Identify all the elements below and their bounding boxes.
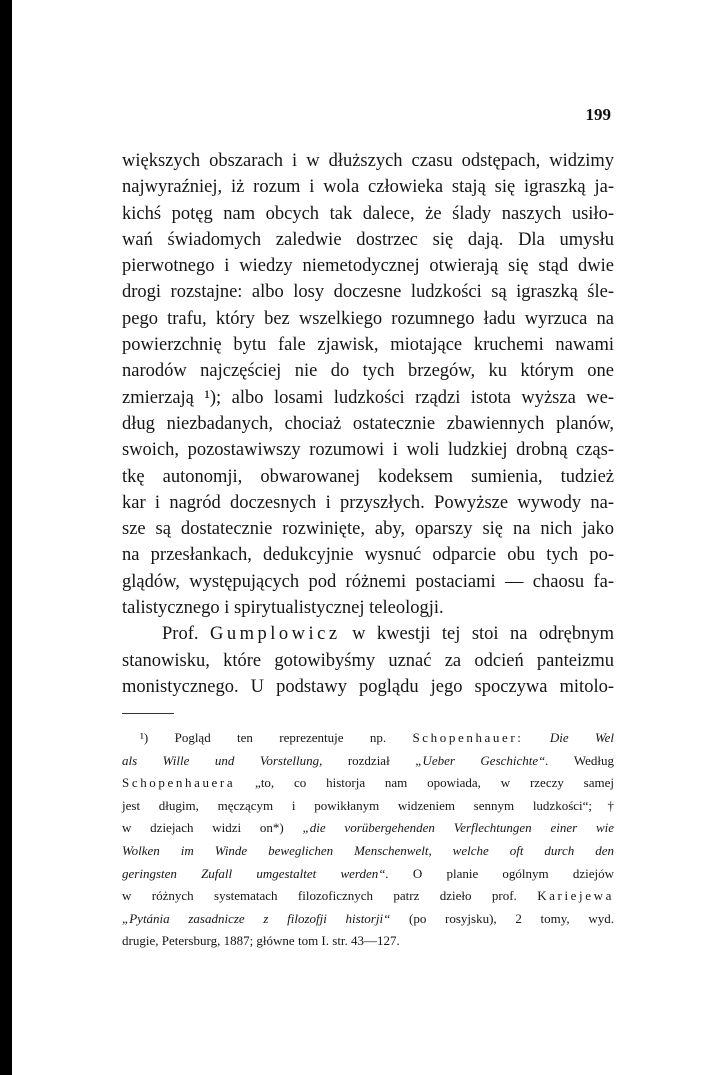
- text-segment: Pogląd ten reprezentuje np.: [174, 730, 387, 745]
- text-segment: w dziejach widzi on*): [122, 820, 284, 836]
- text-line: na przesłankach, dedukcyjnie wysnuć odparcie obu tych po-: [122, 545, 614, 566]
- italic-quote: Wolken im Winde beweglichen Menschenwelt, welche oft durch den: [122, 842, 614, 858]
- footnote-line: [122, 795, 614, 818]
- text-line: dług niezbadanych, chociaż ostatecznie zbawiennych planów,: [122, 413, 614, 434]
- text-line: najwyraźniej, iż rozum i wola człowieka stają się igraszką ja-: [122, 177, 614, 198]
- text-line: wań świadomych zaledwie dostrzec się dają. Dla umysłu: [122, 229, 614, 250]
- italic-quote: geringsten Zufall umgestaltet werden“.: [122, 865, 389, 881]
- text-line: kichś potęg nam obcych tak dalece, że ślady naszych usiło-: [122, 203, 614, 224]
- text-line: [122, 621, 614, 647]
- author-name-spaced: Schopenhauer:: [412, 730, 524, 745]
- footnote-line: [122, 885, 614, 908]
- text-line: powierzchnię bytu fale zjawisk, miotające kruchemi nawami: [122, 335, 614, 356]
- text-segment: drugie, Petersburg, 1887; główne tom I. str. 43—127.: [122, 933, 400, 949]
- footnote-line: [122, 817, 614, 840]
- text-line: zmierzają ¹); albo losami ludzkości rządzi istota wyższa we-: [122, 387, 614, 408]
- italic-quote: „die vorübergehenden Verflechtungen einer wie: [302, 820, 614, 836]
- footnote-line: [122, 727, 614, 750]
- main-text: [122, 148, 614, 700]
- text-line: pego trafu, który bez wszelkiego rozumnego ładu wyrzuca na: [122, 308, 614, 329]
- text-line: glądów, występujących pod różnemi postaciami — chaosu fa-: [122, 571, 614, 592]
- text-line: drogi rozstajne: albo losy doczesne ludzkości są igraszką śle-: [122, 282, 614, 303]
- text-segment: Prof.: [162, 624, 199, 645]
- author-name-spaced: Schopenhauera: [122, 775, 236, 791]
- author-name-spaced: Gumplowicz: [210, 624, 341, 645]
- footnote-line: [122, 863, 614, 886]
- text-line: pierwotnego i wiedzy niemetodycznej otwierają się stąd dwie: [122, 256, 614, 277]
- footnote-line: [122, 930, 614, 953]
- text-segment: w kwestji tej stoi na odrębnym: [352, 624, 615, 645]
- text-segment: rozdział: [347, 752, 390, 768]
- footnote: [122, 727, 614, 953]
- italic-title: als Wille und Vorstellung,: [122, 752, 323, 768]
- text-line: stanowisku, które gotowibyśmy uznać za odcień panteizmu: [122, 650, 614, 671]
- italic-title: „Pytánia zasadnicze z filozofji historji“: [122, 910, 391, 926]
- italic-title: „Ueber Geschichte“.: [415, 752, 549, 768]
- text-line: sze są dostatecznie rozwinięte, aby, oparszy się na nich jako: [122, 519, 614, 540]
- text-line: monistycznego. U podstawy poglądu jego spoczywa mitolo-: [122, 676, 614, 697]
- text-segment: w różnych systematach filozoficznych patrz dzieło prof.: [122, 888, 517, 904]
- text-segment: (po rosyjsku), 2 tomy, wyd.: [409, 910, 614, 926]
- footnote-line: [122, 772, 614, 795]
- italic-title: Die Wel: [549, 730, 615, 745]
- text-line: kar i nagród doczesnych i przyszłych. Powyższe wywody na-: [122, 492, 614, 513]
- text-line: talistycznego i spirytualistycznej teleologji.: [122, 598, 444, 619]
- author-name-spaced: Kariejewa: [537, 888, 614, 904]
- footnote-line: [122, 840, 614, 863]
- footnote-separator: [122, 713, 174, 714]
- text-segment: „to, co historja nam opowiada, w rzeczy samej: [255, 775, 615, 791]
- page-number: 199: [585, 105, 611, 124]
- text-line: narodów najczęściej nie do tych brzegów, ku którym one: [122, 361, 614, 382]
- text-line: większych obszarach i w dłuższych czasu odstępach, widzimy: [122, 151, 614, 171]
- text-line: swoich, pozostawiwszy rozumowi i woli ludzkiej drobną cząs-: [122, 440, 614, 461]
- text-segment: jest długim, męczącym i powikłanym widzeniem sennym ludzkości“;†: [122, 797, 614, 813]
- text-segment: Według: [573, 752, 615, 768]
- text-segment: O planie ogólnym dziejów: [412, 865, 614, 881]
- text-line: tkę autonomji, obwarowanej kodeksem sumienia, tudzież: [122, 466, 614, 487]
- footnote-marker: ¹): [140, 730, 149, 745]
- footnote-line: [122, 750, 614, 773]
- footnote-line: [122, 908, 614, 931]
